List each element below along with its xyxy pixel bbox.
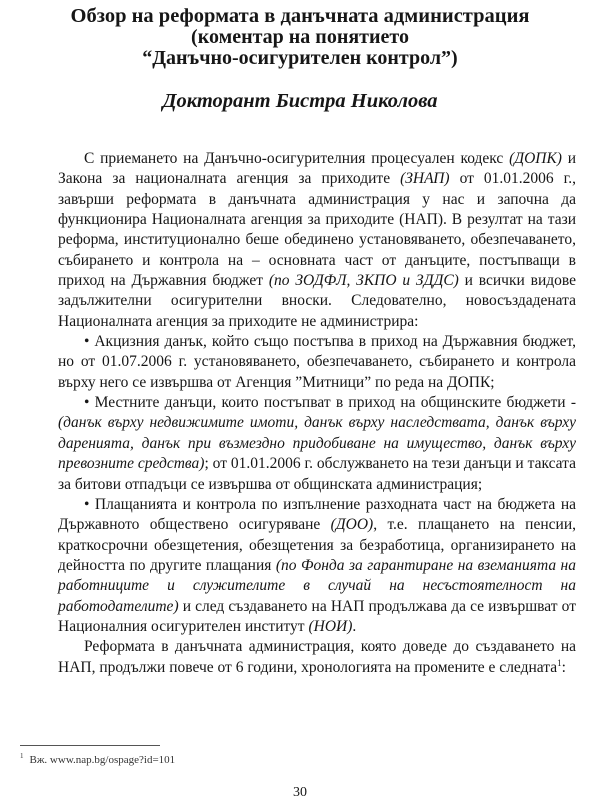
paragraph-intro [58,149,576,332]
bullet-social-security [58,495,576,637]
bullet-excise-duty: • Акцизния данък, който също постъпва в приход на Държавния бюджет, но от 01.07.2006 г. установяването, обезпечаването, събирането и контрола върху него се извършва от Агенция ”Митници” по реда на ДОПК; [58,333,576,391]
text-run: • Плащанията и контрола по изпълнение разходната част на бюджета на Държавното обществено осигуряване [58,495,576,534]
footnote-separator [20,745,160,746]
text-run: и след създаването на НАП продължава да се извършват от Националния осигурителен институт [58,597,576,635]
italic-abbreviation: (ДОО) [330,516,374,534]
text-run: Реформата в данъчната администрация, която доведе до създаването на НАП, продължи повече от 6 години, хронологията на промените е следната [58,638,576,676]
page-number: 30 [293,785,307,800]
text-run: от 01.01.2006 г., завърши реформата в данъчната администрация у нас и започна да функционира Националната агенция за приходите (НАП). В резултат на тази реформа, институционално беше обединено установяването, обезпечаването, събирането и контрола на – основната част от данъците, постъпващи в приход на Държавния бюджет [58,170,577,290]
bullet-local-taxes [58,393,576,495]
text-run: и всички видове задължителни осигурителни вноски. Следователно, новосъздадената Националната агенция за приходите не администрира: [58,272,576,330]
footnote-text: Вж. www.nap.bg/ospage?id=101 [29,754,176,766]
footnote-marker: 1 [20,752,24,761]
article-title-line-3: “Данъчно-осигурителен контрол”) [142,47,458,69]
italic-parenthetical: (по ЗОДФЛ, ЗКПО и ЗДДС) [268,272,459,290]
article-title-line-2: (коментар на понятието [191,26,409,48]
article-body [58,149,576,678]
footnote [20,752,176,766]
footnote-reference[interactable]: 1 [557,657,562,668]
text-run: : [561,658,566,676]
text-run: С приемането на Данъчно-осигурителния процесуален кодекс [84,150,510,167]
text-run: . [352,617,357,635]
author-name: Докторант Бистра Николова [162,90,438,112]
text-run: , т.е. плащането на пенсии, краткосрочни обезщетения, обезщетения за безработица, организирането на дейността по другите плащания [58,516,576,574]
italic-parenthetical: (по Фонда за гарантиране на вземанията на работниците и служителите в случай на несъстоятелност на работодателите) [58,556,576,615]
italic-parenthetical: (данък върху недвижимите имоти, данък върху наследствата, данък върху даренията, данък при възмездно придобиване на имущество, данък върху превозните средства) [58,414,576,473]
paragraph-reform-chronology [58,637,576,678]
italic-abbreviation: (НОИ) [308,617,353,635]
text-run: ; от 01.01.2006 г. обслужването на тези данъци и таксата за битови отпадъци се извършва от общинската администрация; [58,455,576,493]
text-run: • Местните данъци, които постъпват в приход на общинските бюджети - [84,394,576,412]
article-title-line-1: Обзор на реформата в данъчната администрация [70,5,530,27]
italic-abbreviation: (ЗНАП) [400,170,450,188]
text-run: и Закона за националната агенция за приходите [58,150,576,188]
italic-abbreviation: (ДОПК) [509,150,562,167]
